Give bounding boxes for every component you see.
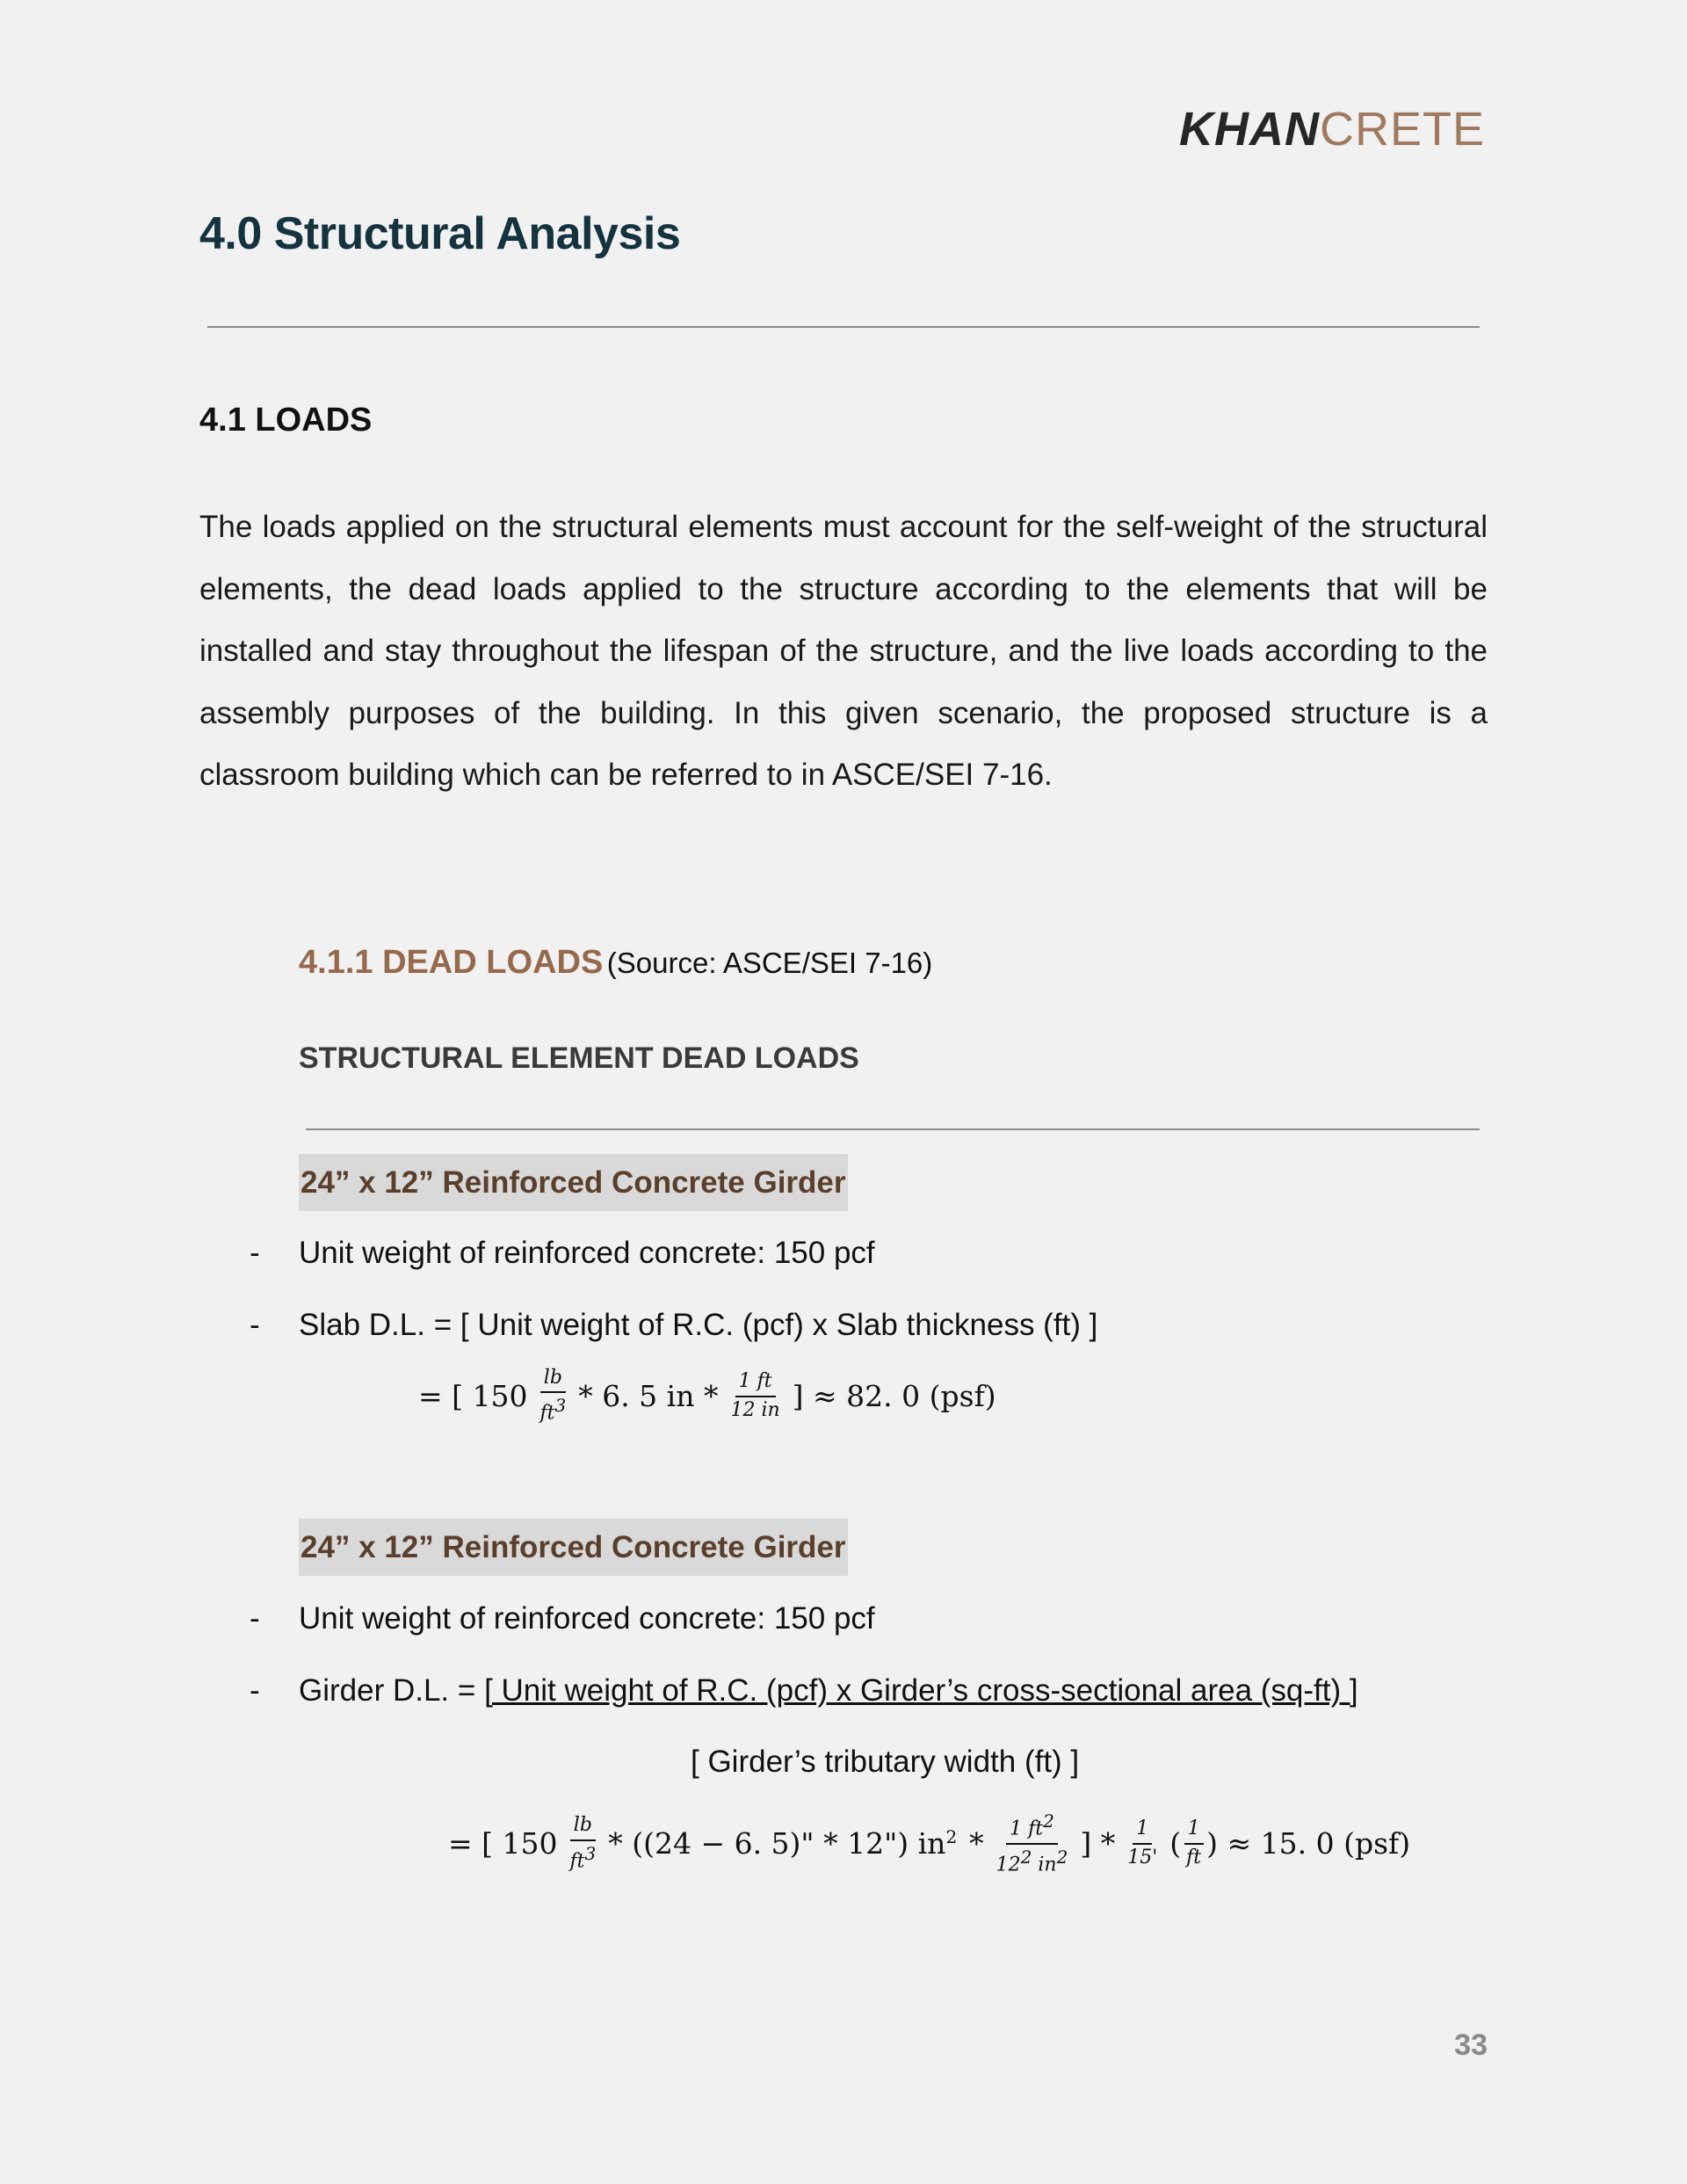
logo-light: CRETE: [1319, 103, 1485, 156]
page-title: 4.0 Structural Analysis: [199, 208, 681, 259]
eq-lead: = [ 150: [418, 1379, 528, 1414]
eq-fraction: $\frac{1 ft^2}{12^2 in^2}$: [996, 1810, 1068, 1876]
formula-numerator: [ Unit weight of R.C. (pcf) x Girder’s cross-sectional area (sq-ft) ]: [484, 1673, 1358, 1708]
bullet-text: Unit weight of reinforced concrete: 150 pcf: [299, 1601, 875, 1636]
equation-girder: = [ 150 $\frac{lb}{ft^3}$ * ((24 − 6. 5)" * 12") $in^2$ * $\frac{1 ft^2}{12^2 in^2}$ ] * $\frac{1}{15'}$ ( $\frac{1}{ft}$ ) ≈ 15. 0 (psf): [448, 1810, 1411, 1876]
block-heading: 24” x 12” Reinforced Concrete Girder: [299, 1519, 848, 1576]
page-number: 33: [1454, 2028, 1488, 2062]
list-item: - Unit weight of reinforced concrete: 150 pcf: [250, 1236, 875, 1270]
eq-lead: = [ 150: [448, 1826, 558, 1861]
eq-mid: * 6. 5 in *: [578, 1379, 719, 1414]
eq-fraction: $\frac{1 ft}{12 in}$: [730, 1370, 780, 1421]
formula-label: Slab D.L. =: [299, 1308, 453, 1342]
list-item: - Unit weight of reinforced concrete: 150 pcf: [250, 1601, 875, 1636]
bullet-text: Unit weight of reinforced concrete: 150 pcf: [299, 1236, 875, 1270]
formula-text: [ Unit weight of R.C. (pcf) x Slab thickness (ft) ]: [460, 1308, 1098, 1342]
eq-mid: * ((24 − 6. 5)" * 12") $in^2$: [608, 1826, 958, 1861]
eq-fraction: $\frac{1}{15'}$: [1127, 1818, 1158, 1868]
eq-fraction: $\frac{lb}{ft^3}$: [539, 1367, 567, 1425]
dead-loads-heading: [299, 944, 932, 982]
eq-fraction: $\frac{lb}{ft^3}$: [569, 1814, 597, 1872]
dead-loads-divider: [306, 1128, 1480, 1130]
eq-tail: ] ≈ 82. 0 (psf): [792, 1379, 996, 1414]
formula-denominator: [ Girder’s tributary width (ft) ]: [691, 1745, 1080, 1779]
brand-logo: [1179, 102, 1485, 156]
subsection-title: 4.1 LOADS: [199, 402, 373, 439]
equation-slab: [418, 1367, 996, 1426]
intro-paragraph: The loads applied on the structural elements must account for the self-weight of the structural elements, the dead loads applied to the structure according to the elements that will be installed and stay throughout the lifespan of the structure, and the live loads according to the assembly purposes of the building. In this given scenario, the proposed structure is a classroom building which can be referred to in ASCE/SEI 7-16.: [199, 510, 1488, 792]
dead-loads-subtitle: STRUCTURAL ELEMENT DEAD LOADS: [299, 1041, 859, 1075]
dead-loads-title: 4.1.1 DEAD LOADS: [299, 944, 604, 981]
eq-fraction: $\frac{1}{ft}$: [1183, 1818, 1205, 1869]
eq-close: ] *: [1080, 1826, 1116, 1861]
list-item: - Girder D.L. = [ Unit weight of R.C. (pcf) x Girder’s cross-sectional area (sq-ft) ]: [250, 1673, 1358, 1708]
dead-loads-source: (Source: ASCE/SEI 7-16): [606, 947, 933, 979]
logo-bold: KHAN: [1178, 103, 1320, 156]
title-divider: [207, 326, 1480, 328]
formula-label: Girder D.L. =: [299, 1673, 476, 1708]
block-heading: 24” x 12” Reinforced Concrete Girder: [299, 1154, 848, 1211]
list-item: - Slab D.L. = [ Unit weight of R.C. (pcf) x Slab thickness (ft) ]: [250, 1308, 1098, 1342]
eq-tail: ) ≈ 15. 0 (psf): [1206, 1826, 1411, 1861]
